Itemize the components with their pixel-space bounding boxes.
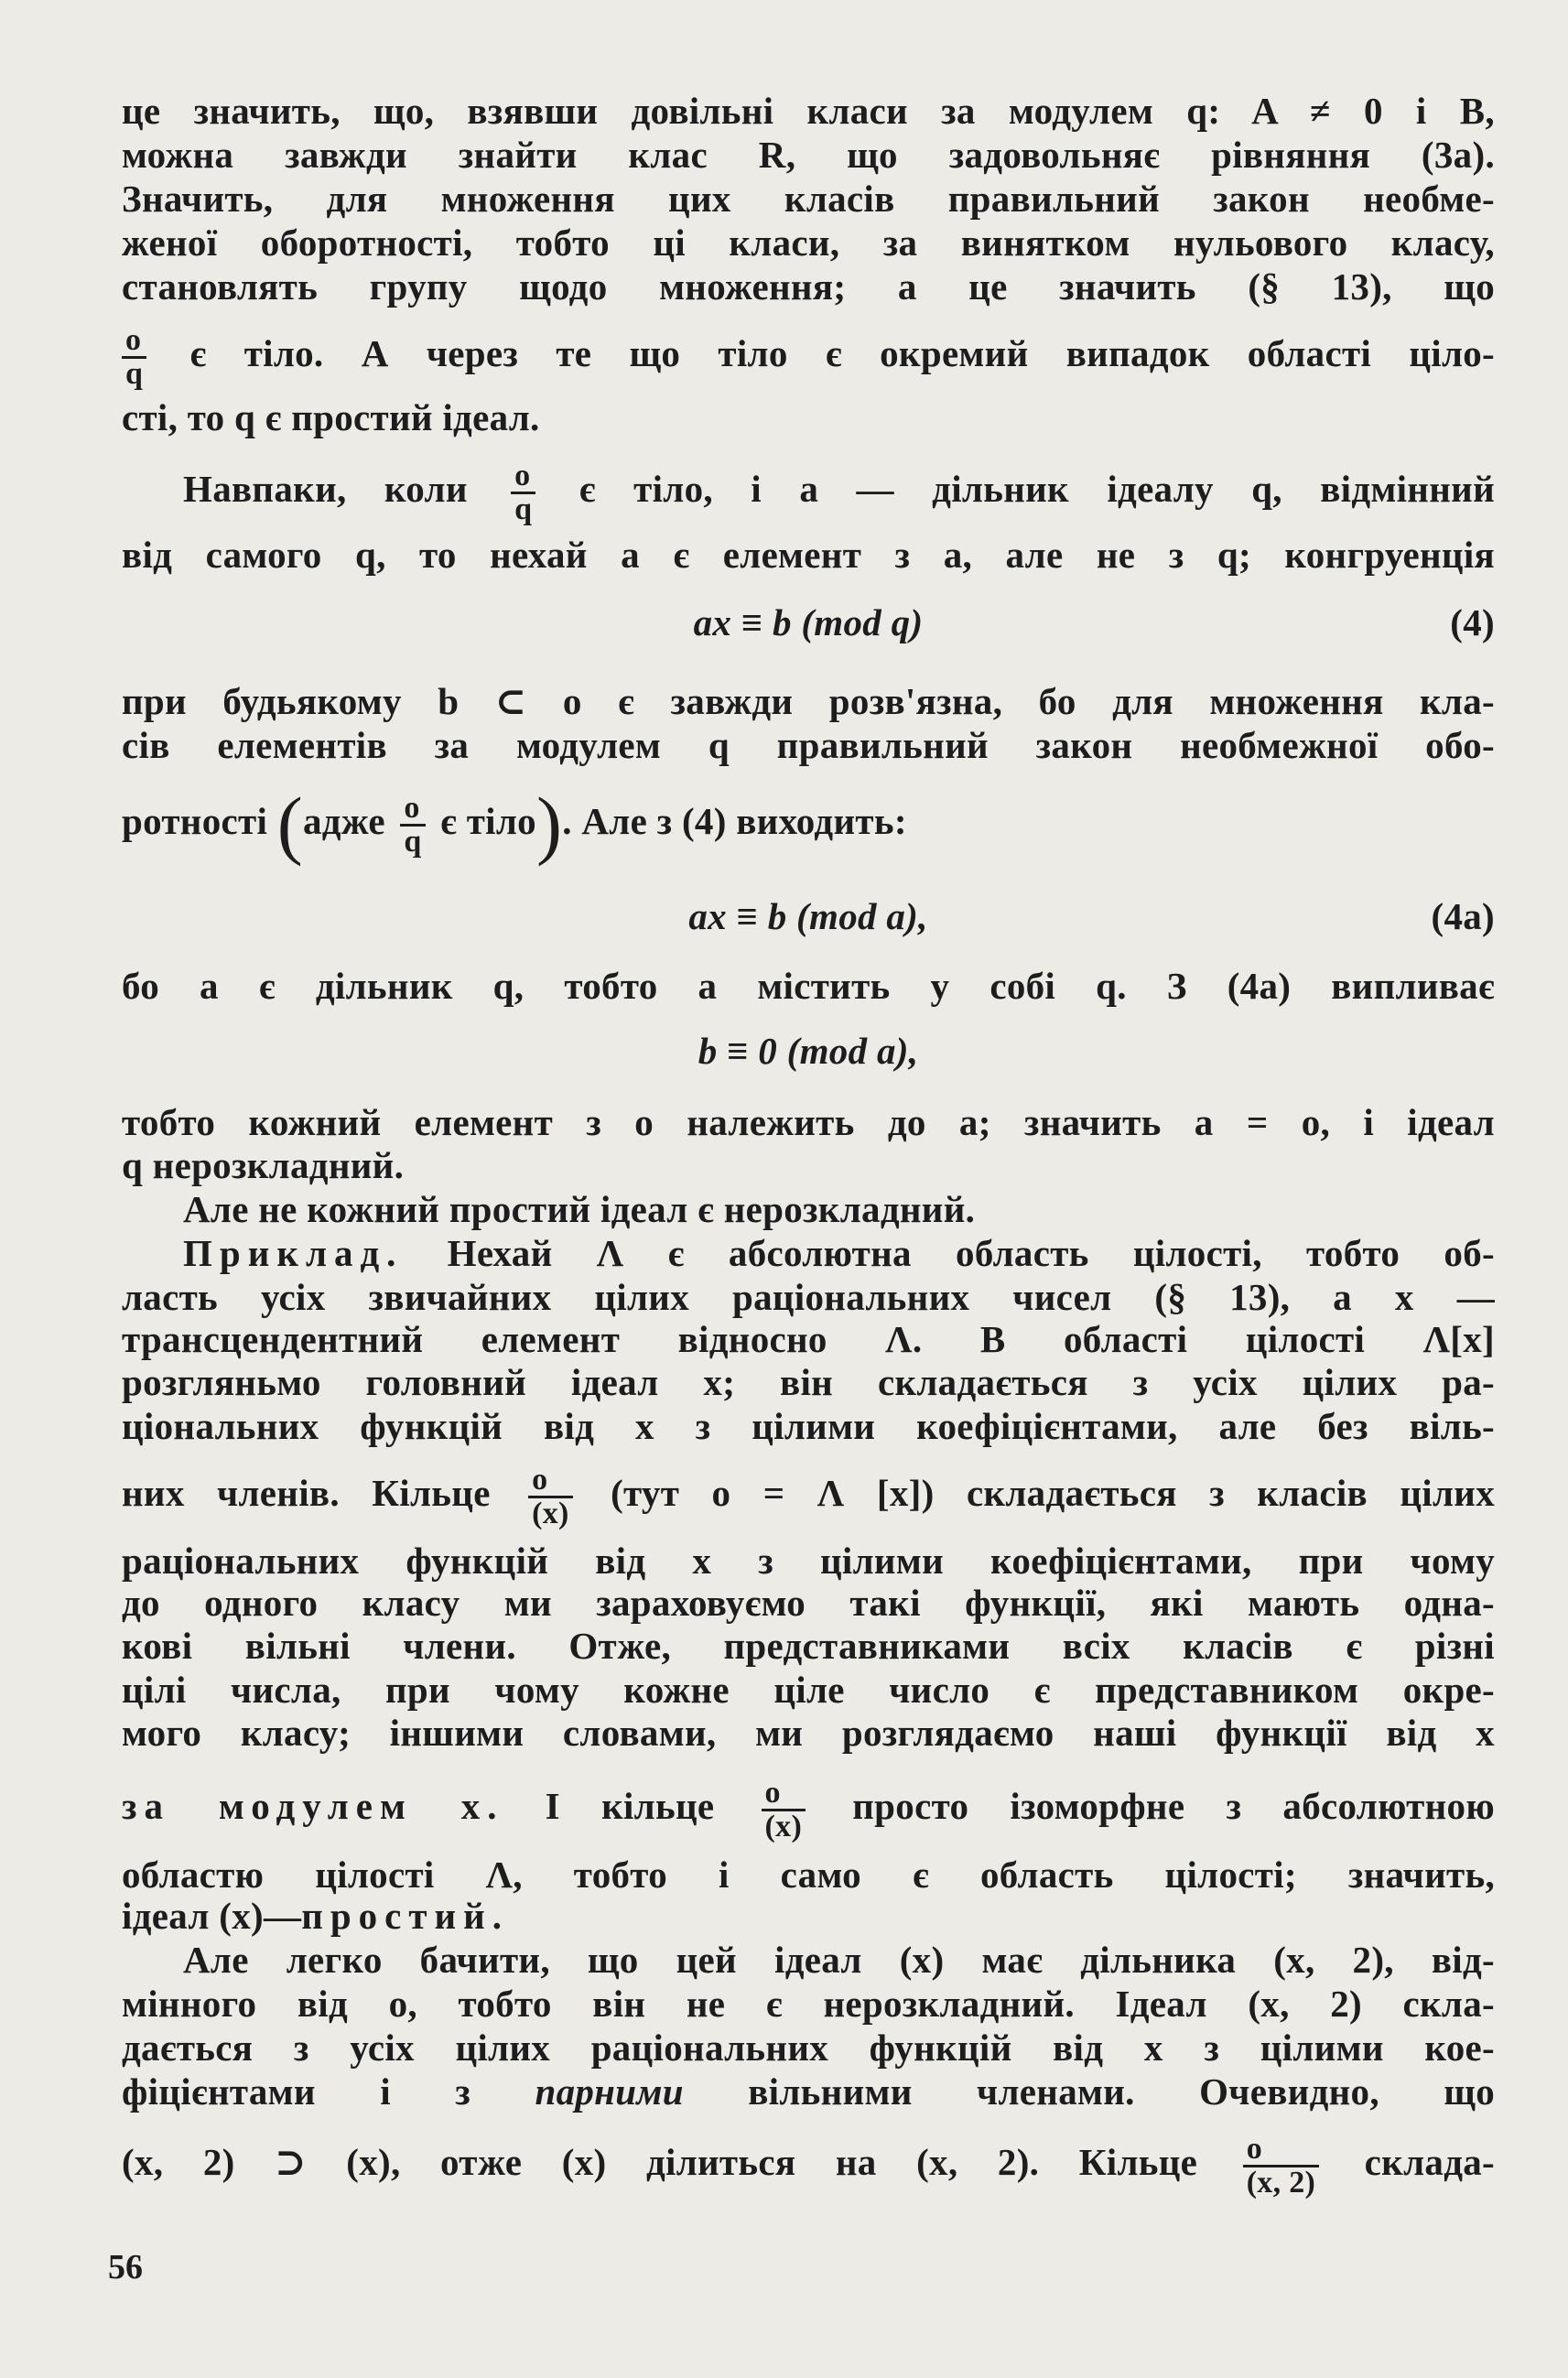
text-line: Але не кожний простий ідеал є нерозкладний. bbox=[183, 1188, 976, 1230]
text-line: q нерозкладний. bbox=[122, 1144, 405, 1186]
fraction: $\frac{o}{q}$ bbox=[511, 460, 535, 525]
text-line: мінного від o, тобто він не є нерозкладний. Ідеал (x, 2) скла- bbox=[122, 1983, 1495, 2025]
fraction: $\frac{o}{q}$ bbox=[122, 325, 146, 390]
text-line: при будьякому b ⊂ o є завжди розв'язна, бо для множення кла- bbox=[122, 680, 1495, 722]
text-line: ціональних функцій від x з цілими коефіцієнтами, але без віль- bbox=[122, 1405, 1495, 1447]
text-line: фіцієнтами і з парними вільними членами. Очевидно, що bbox=[122, 2070, 1496, 2113]
equation-number: (4а) bbox=[1431, 895, 1495, 937]
text-line: Навпаки, коли $\frac{o}{q}$ є тіло, і a — дільник ідеалу q, відмінний bbox=[183, 459, 1495, 526]
equation: b ≡ 0 (mod a), bbox=[697, 1030, 919, 1072]
text-line: кові вільні члени. Отже, представниками всіх класів є різні bbox=[122, 1625, 1495, 1667]
text-line: тобто кожний елемент з o належить до a; значить a = o, і ідеал bbox=[122, 1101, 1495, 1143]
text-line: дається з усіх цілих раціональних функцій від x з цілими кое- bbox=[122, 2027, 1495, 2069]
text-line: до одного класу ми зараховуємо такі функції, які мають одна- bbox=[122, 1582, 1495, 1624]
text-line: Приклад. Нехай Λ є абсолютна область цілості, тобто об- bbox=[183, 1232, 1495, 1274]
text-line: цілі числа, при чому кожне ціле число є представником окре- bbox=[122, 1669, 1495, 1711]
text-line: трансцендентний елемент відносно Λ. В області цілості Λ[x] bbox=[122, 1318, 1495, 1360]
fraction: $\frac{o}{(x, 2)}$ bbox=[1243, 2134, 1319, 2199]
equation: ax ≡ b (mod a), (4а) bbox=[122, 889, 1495, 944]
text-line: (x, 2) ⊃ (x), отже (x) ділиться на (x, 2). Кільце $\frac{o}{(x, 2)}$ склада- bbox=[122, 2132, 1495, 2200]
text-line: від самого q, то нехай a є елемент з a, але не з q; конгруенція bbox=[122, 534, 1495, 576]
text-line: мого класу; іншими словами, ми розглядаємо наші функції від x bbox=[122, 1712, 1495, 1754]
text-line: Значить, для множення цих класів правильний закон необме- bbox=[122, 178, 1495, 220]
text-line: ідеал (x)—простий. bbox=[122, 1895, 510, 1937]
text-line: сів елементів за модулем q правильний закон необмежної обо- bbox=[122, 724, 1495, 766]
text-line: це значить, що, взявши довільні класи за модулем q: A ≠ 0 і B, bbox=[122, 90, 1495, 132]
equation: ax ≡ b (mod q) (4) bbox=[122, 595, 1495, 650]
text-line: розгляньмо головний ідеал x; він складається з усіх цілих ра- bbox=[122, 1361, 1495, 1403]
text-line: Але легко бачити, що цей ідеал (x) має дільника (x, 2), від- bbox=[183, 1939, 1495, 1981]
fraction: $\frac{o}{(x)}$ bbox=[762, 1778, 806, 1843]
fraction: $\frac{o}{(x)}$ bbox=[528, 1465, 573, 1529]
text-line: бо a є дільник q, тобто a містить у собі q. З (4а) випливає bbox=[122, 965, 1495, 1007]
text-line: раціональних функцій від x з цілими коефіцієнтами, при чому bbox=[122, 1540, 1495, 1582]
text-line: можна завжди знайти клас R, що задовольняє рівняння (3а). bbox=[122, 134, 1495, 176]
fraction: $\frac{o}{q}$ bbox=[400, 793, 425, 858]
text-line: ротності (адже $\frac{o}{q}$ є тіло). Але з (4) виходить: bbox=[122, 782, 907, 868]
text-line: за модулем x. І кільце $\frac{o}{(x)}$ просто ізоморфне з абсолютною bbox=[122, 1776, 1495, 1843]
text-line: ласть усіх звичайних цілих раціональних чисел (§ 13), а x — bbox=[122, 1276, 1495, 1318]
text-line: $\frac{o}{q}$ є тіло. А через те що тіло є окремий випадок області ціло- bbox=[122, 325, 1495, 380]
text-line: становлять групу щодо множення; а це значить (§ 13), що bbox=[122, 265, 1495, 308]
text-line: сті, то q є простий ідеал. bbox=[122, 396, 540, 438]
text-line: женої оборотності, тобто ці класи, за винятком нульового класу, bbox=[122, 222, 1495, 264]
equation-number: (4) bbox=[1450, 601, 1495, 643]
text-line: них членів. Кільце $\frac{o}{(x)}$ (тут o = Λ [x]) складається з класів цілих bbox=[122, 1463, 1495, 1530]
text-line: областю цілості Λ, тобто і само є область цілості; значить, bbox=[122, 1854, 1495, 1896]
page-number: 56 bbox=[108, 2248, 143, 2286]
